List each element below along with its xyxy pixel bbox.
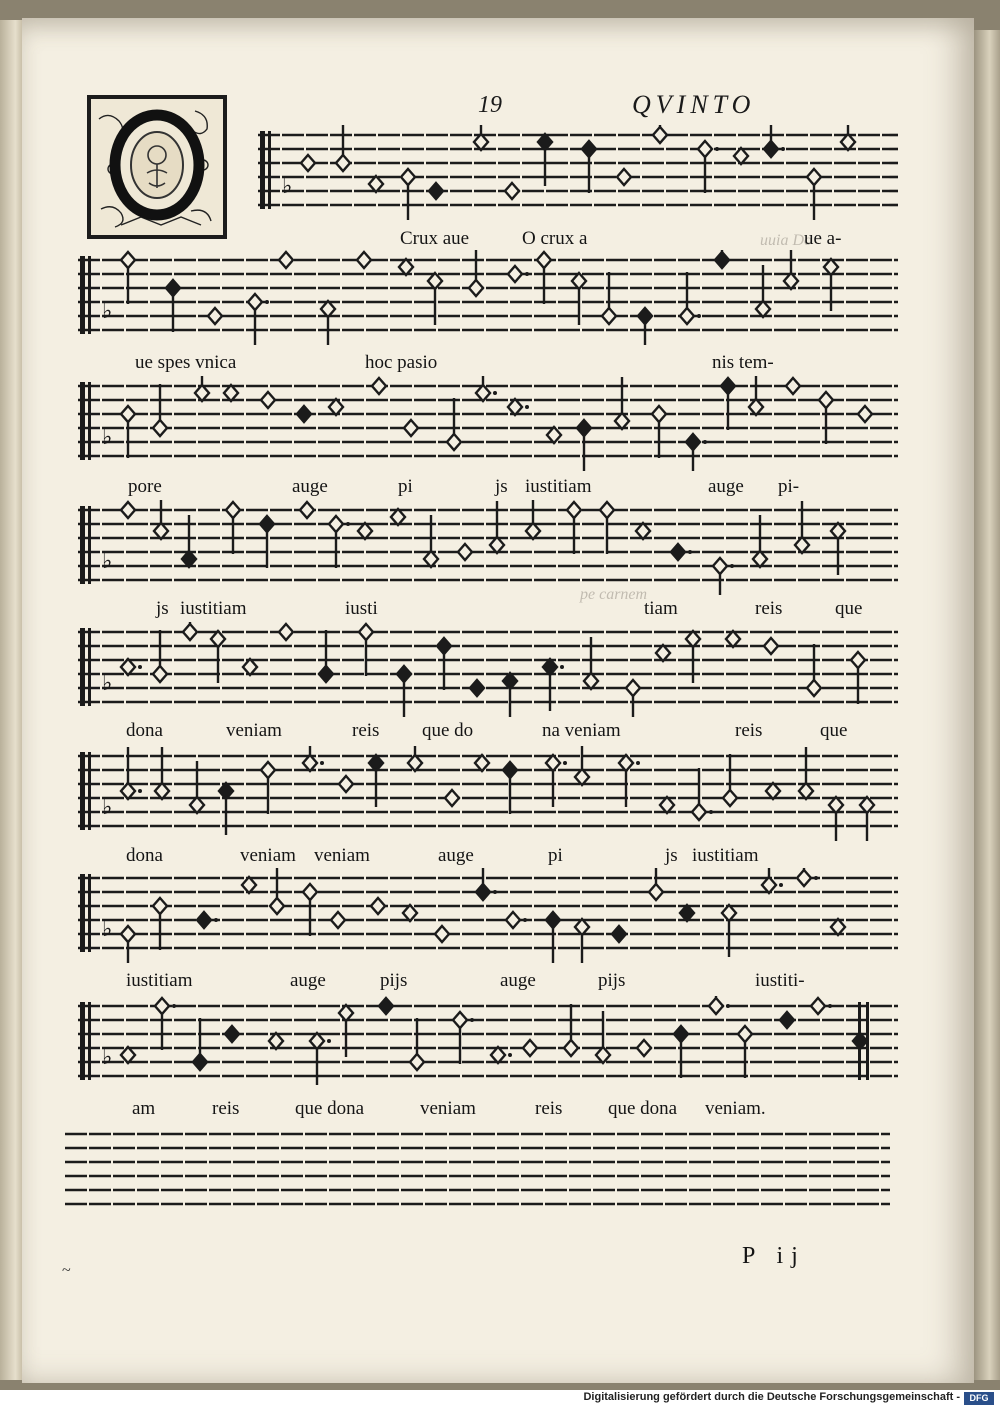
lyric-word: tiam — [644, 598, 678, 619]
lyric-word: nis tem- — [712, 352, 774, 373]
staff-7 — [78, 868, 898, 963]
lyric-word: reis — [535, 1098, 563, 1119]
lyric-word: pore — [128, 476, 162, 497]
show-through-text: pe carnem — [580, 586, 648, 603]
dfg-logo-icon: DFG — [964, 1392, 994, 1405]
lyric-word: js — [665, 845, 678, 866]
voice-part-title: QVINTO — [632, 90, 756, 119]
lyric-word: iustitiam — [180, 598, 247, 619]
lyric-word: veniam — [240, 845, 296, 866]
svg-text:♭: ♭ — [102, 549, 113, 574]
lyric-word: reis — [755, 598, 783, 619]
staff-5 — [78, 622, 898, 717]
lyric-word: am — [132, 1098, 156, 1119]
svg-text:♭: ♭ — [282, 174, 293, 199]
lyric-word: pi — [398, 476, 413, 497]
lyric-word: auge — [708, 476, 744, 497]
lyric-word: reis — [352, 720, 380, 741]
lyric-word: hoc pasio — [365, 352, 438, 373]
lyric-word: reis — [735, 720, 763, 741]
lyric-word: js — [156, 598, 169, 619]
svg-text:♭: ♭ — [102, 671, 113, 696]
staff-1 — [258, 125, 898, 220]
lyric-word: veniam. — [705, 1098, 766, 1119]
lyric-word: que — [835, 598, 863, 619]
lyric-word: veniam — [314, 845, 370, 866]
svg-text:♭: ♭ — [102, 299, 113, 324]
lyric-word: auge — [292, 476, 328, 497]
lyric-word: reis — [212, 1098, 240, 1119]
staff-2 — [78, 250, 898, 345]
lyric-word: auge — [438, 845, 474, 866]
staff-9-empty — [65, 1124, 890, 1219]
lyric-word: js — [495, 476, 508, 497]
lyric-word: Crux aue — [400, 228, 470, 249]
svg-text:♭: ♭ — [102, 425, 113, 450]
lyric-word: ue spes vnica — [135, 352, 237, 373]
lyric-word: iustitiam — [525, 476, 592, 497]
lyric-word: pijs — [380, 970, 408, 991]
lyric-word: veniam — [420, 1098, 476, 1119]
svg-text:♭: ♭ — [102, 795, 113, 820]
corner-mark: ~ — [62, 1262, 71, 1279]
svg-text:♭: ♭ — [102, 917, 113, 942]
svg-text:♭: ♭ — [102, 1045, 113, 1070]
lyric-word: iustitiam — [126, 970, 193, 991]
adjacent-page-edge — [0, 20, 24, 1380]
show-through-text: uuia Do — [760, 232, 812, 249]
lyric-word: pijs — [598, 970, 626, 991]
lyric-word: iusti — [345, 598, 378, 619]
lyric-word: na veniam — [542, 720, 621, 741]
page-number: 19 — [478, 92, 502, 118]
lyric-word: que dona — [608, 1098, 678, 1119]
decorated-initial-o-icon — [91, 99, 223, 235]
staff-8 — [78, 996, 898, 1091]
book-edge — [974, 30, 1000, 1380]
lyric-word: O crux a — [522, 228, 588, 249]
decorated-initial — [87, 95, 227, 239]
lyric-word: ue a- — [804, 228, 842, 249]
lyric-word: auge — [290, 970, 326, 991]
lyric-word: dona — [126, 720, 163, 741]
footer-credit: Digitalisierung gefördert durch die Deutsche Forschungsgemeinschaft - — [583, 1391, 960, 1403]
lyric-word: pi — [548, 845, 563, 866]
staff-6 — [78, 746, 898, 841]
lyric-word: dona — [126, 845, 163, 866]
lyric-word: que do — [422, 720, 474, 741]
staff-3 — [78, 376, 898, 471]
lyric-word: iustitiam — [692, 845, 759, 866]
staff-4 — [78, 500, 898, 595]
lyric-word: que dona — [295, 1098, 365, 1119]
page-signature: P ij — [742, 1243, 806, 1269]
lyric-word: que — [820, 720, 848, 741]
lyric-word: pi- — [778, 476, 800, 497]
lyric-word: veniam — [226, 720, 282, 741]
lyric-word: auge — [500, 970, 536, 991]
lyric-word: iustiti- — [755, 970, 805, 991]
